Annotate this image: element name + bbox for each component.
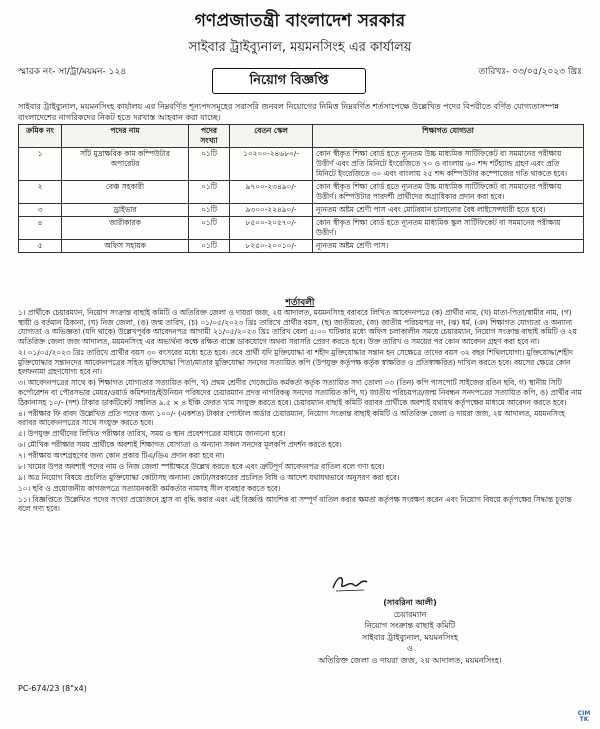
cell-post-name: বেঞ্চ সহকারী — [62, 181, 189, 204]
cell-serial: ২ — [19, 181, 62, 204]
cell-post-name: সাঁট মুদ্রাক্ষরিক কাম কম্পিউটার অপারেটর — [62, 148, 189, 181]
condition-item: ১। প্রার্থীকে চেয়ারম্যান, নিয়োগ সংক্রান্ত বাছাই কমিটি ও অতিরিক্ত জেলা ও দায়রা জজ, ২য় আদালত, ময়মনসিংহ বরাবরে লিখিত আবেদনপত্রে (ক) প্রার্থীর নাম, (খ) মাতা-পিতা/স্বামীর নাম, (গ) স্থায়ী ও বর্তমান ঠিকানা, (ঘ) নিজ জেলা, (ঙ) জন্ম তারিখ, (চ) ০১/০৫/২০২৩ খ্রিঃ তারিখে প্রার্থীর বয়স, (ছ) জাতীয়তা, (জ) জাতীয় পরিচয়পত্র নং, (ঝ) ধর্ম, (ঞ) শিক্ষাগত যোগ্যতা ও অন্যান্য যোগ্যতা ও অভিজ্ঞতা (যদি থাকে) উল্লেখপূর্বক আবেদনপত্র আগামী ২১/০৫/২০২৩ খ্রিঃ তারিখ বেলা ৫:০০ ঘটিকার মধ্যে অফিস চলাকালীন সময়ে চেয়ারম্যান, নিয়োগ সংক্রান্ত বাছাই কমিটি ও ২য় অতিরিক্ত জেলা জজ আদালত, ময়মনসিংহ এর অভ্যর্থনা কক্ষে রক্ষিত বাক্সে ডাকযোগে অথবা সরাসরি প্রেরণ করতে হবে। উক্ত তারিখ ও সময়ের পর কোন আবেদন গ্রহণ করা হবে না। — [18, 308, 577, 347]
condition-item: ৪। পরীক্ষার ফি বাবদ উল্লেখিত প্রতি পদের জন্য ১০০/- (একশত) টাকার পোস্টাল অর্ডার চেয়ারম্যান, নিয়োগ সংক্রান্ত বাছাই কমিটি ও অতিরিক্ত জেলা ও দায়রা জজ, ২য় আদালত, ময়মনসিংহ বরাবর আবেদনপত্রের সাথে সংযুক্ত করতে হবে। — [18, 408, 565, 428]
table-row — [19, 181, 584, 204]
condition-item: ৯। অত্র নিয়োগ বিষয়ে প্রচলিত মুক্তিযোদ্ধা কোটাসহ অন্যান্য কোটা/সরকারের প্রচলিত বিধি ও আদেশ যথাযথভাবে অনুসরণ করা হবে। — [18, 472, 400, 482]
col-post-name: পদের নাম — [62, 125, 189, 148]
table-row — [19, 148, 584, 181]
government-title: গণপ্রজাতন্ত্রী বাংলাদেশ সরকার — [194, 11, 406, 31]
cell-pay-scale: ৮৫০০-২০৫৭০/- — [230, 217, 313, 240]
cell-post-count: ০১টি — [189, 240, 230, 253]
condition-item: ৩। আবেদনপত্রের সাথে ক) শিক্ষাগত যোগ্যতার সত্যায়িত কপি, খ) প্রথম শ্রেণীর গেজেটেড কর্মকর্তা কর্তৃক সত্যায়িত সদ্য তোলা ০৩ (তিন) কপি পাসপোর্ট সাইজের রঙিন ছবি, গ) স্থানীয় সিটি কর্পোরেশন বা পৌরসভার মেয়র/ওয়ার্ড কমিশনার/ইউনিয়ন পরিষদের চেয়ারম্যান প্রদত্ত নাগরিকত্ব সনদের সত্যায়িত কপি, ঘ) জাতীয় পরিচয়পত্র/জন্ম নিবন্ধন সনদপত্রের সত্যায়িত কপি, ঙ) প্রার্থীর নাম ঠিকানাসহ ১০/- (দশ) টাকার ডাকটিকেট সম্বলিত ৯.৫ × ৪ ইঞ্চি ফেরত খাম সংযুক্ত করতে হবে। চেয়ারম্যান বাছাই কমিটি বরাবর প্রার্থীকে অবশ্যই যথাযথ কর্তৃপক্ষের মাধ্যমে আবেদন করতে হবে। — [18, 378, 582, 407]
col-pay-scale: বেতন স্কেল — [230, 125, 313, 148]
condition-item: ৬। মৌখিক পরীক্ষার সময় প্রার্থীকে অবশ্যই শিক্ষাগত যোগ্যতা ও অন্যান্য সকল সনদের মূলকপি প্রদর্শন করতে হবে। — [18, 440, 342, 450]
signatory-block — [300, 597, 520, 666]
conditions-list — [18, 308, 584, 515]
cell-serial: ১ — [19, 148, 62, 181]
cell-pay-scale: ৯৭০০-২৩৪৯০/- — [230, 181, 313, 204]
posts-table — [18, 124, 584, 253]
cell-qualification: ন্যূনতম অষ্টম শ্রেণী পাস এবং মোটরযান চালানোর বৈধ লাইসেন্সধারী হতে হবে। — [313, 204, 584, 217]
intro-paragraph: সাইবার ট্রাইব্যুনাল, ময়মনসিংহ কার্যালয় এর নিম্নবর্ণিত শূন্যপদসমূহের সরাসরি জনবল নিয়োগের নিমিত্ত নিম্নবর্ণিত শর্তসাপেক্ষে উল্লেখিত পদের বিপরীতে বর্ণিত যোগ্যতাসম্পন্ন বাংলাদেশের নাগরিকদের নিকট হতে দরখাস্ত আহবান করা যাচ্ছে। — [18, 102, 559, 122]
condition-item: ১১। বিজ্ঞপ্তিতে উল্লেখিত পদের সংখ্যা প্রয়োজনে হ্রাস বা বৃদ্ধি করার এবং এই বিজ্ঞপ্তি আংশিক বা সম্পূর্ণ বাতিল করার ক্ষমতা কর্তৃপক্ষ সংরক্ষণ করেন এবং নিয়োগ বিষয়ে কর্তৃপক্ষের সিদ্ধান্ত চূড়ান্ত বলে গণ্য হবে। — [18, 494, 572, 514]
table-row — [19, 217, 584, 240]
signatory-tribunal: সাইবার ট্রাইব্যুনাল, ময়মনসিংহ — [361, 632, 459, 642]
condition-item: ৮। খামের উপর অবশ্যই পদের নাম ও নিজ জেলা স্পষ্টাক্ষরে উল্লেখ করতে হবে এবং ত্রুটিপূর্ণ আবেদনপত্র বাতিল বলে গণ্য হবে। — [18, 461, 385, 471]
cell-pay-scale: ৮২৫০-২০০১০/- — [230, 240, 313, 253]
signatory-court: অতিরিক্ত জেলা ও দায়রা জজ, ২য় আদালত, ময়মনসিংহ। — [318, 655, 502, 665]
cell-serial: ৪ — [19, 217, 62, 240]
condition-item: ৭। পরীক্ষায় অংশগ্রহণের জন্য কোন প্রকার টিএ/ডিএ প্রদান করা হবে না। — [18, 450, 225, 460]
signatory-name: (সাবরিনা আলী) — [383, 598, 437, 607]
watermark-logo: CIM TK — [577, 710, 591, 723]
cell-qualification: ন্যূনতম অষ্টম শ্রেণী পাস। — [313, 240, 584, 253]
condition-item: ২। ০১/০৫/২০২৩ খ্রিঃ তারিখে প্রার্থীর বয়স ৩০ বৎসরের মধ্যে হতে হবে। তবে প্রার্থী যদি মুক্তিযোদ্ধা বা শহীদ মুক্তিযোদ্ধার সন্তান হন সেক্ষেত্রে তাদের বয়স ৩২ বছর শিথিলযোগ্য। মুক্তিযোদ্ধা/শহীদ মুক্তিযোদ্ধার সন্তানদের আবেদনপত্রের সহিত মুক্তিযোদ্ধা পিতা/মাতার মুক্তিযোদ্ধা সনদের সত্যায়িত কপি (উপযুক্ত কর্তৃপক্ষ কর্তৃক স্বাক্ষরিত ও প্রতিস্বাক্ষরিত) দাখিল করতে হবে। বয়সের ক্ষেত্রে কোন হলফনামা গ্রহণযোগ্য হবে না। — [18, 348, 573, 377]
condition-item: ৫। উপযুক্ত প্রার্থীদের লিখিত পরীক্ষার তারিখ, সময় ও স্থান প্রবেশপত্রের মাধ্যমে জানানো হবে। — [18, 429, 286, 439]
signatory-role: চেয়ারম্যান — [393, 609, 427, 619]
cell-pay-scale: ৯৩০০-২২৪৯০/- — [230, 204, 313, 217]
cell-post-name: ড্রাইভার — [62, 204, 189, 217]
signatory-committee: নিয়োগ সংক্রান্ত বাছাই কমিটি — [364, 621, 456, 630]
table-row — [19, 204, 584, 217]
col-qualification: শিক্ষাগত যোগ্যতা — [313, 125, 584, 148]
table-row — [19, 240, 584, 253]
cell-qualification: কোন স্বীকৃত শিক্ষা বোর্ড হতে ন্যূনতম উচ্চ মাধ্যমিক সার্টিফিকেট বা সমমানের পরীক্ষায় উত্তীর্ণ এবং প্রতি মিনিটে ইংরেজিতে ৭০ ও বাংলায় ৬০ শব্দ শর্টহ্যান্ড গ্রহণ এবং প্রতি মিনিটে ইংরেজিতে ৩০ এবং বাংলায় ২৫ শব্দ কম্পিউটার কম্পোজের গতি থাকতে হবে। — [313, 148, 584, 181]
memo-number: স্মারক নং- সা/ট্রা/ময়মন- ১২৪ — [18, 67, 127, 77]
cell-qualification: কোন স্বীকৃত শিক্ষা বোর্ড হতে ন্যূনতম মাধ্যমিক স্কুল সার্টিফিকেট বা সমমানের পরীক্ষায় উত্তীর্ণ। — [313, 217, 584, 240]
cell-qualification: কোন স্বীকৃত শিক্ষা বোর্ড হতে ন্যূনতম উচ্চ মাধ্যমিক সার্টিফিকেট বা সমমানের পরীক্ষায় উত্তীর্ণ। কম্পিউটার পারদর্শী প্রার্থীদের অগ্রাধিকার প্রদান করা হবে। — [313, 181, 584, 204]
cell-post-count: ০১টি — [189, 217, 230, 240]
cell-post-count: ০১টি — [189, 181, 230, 204]
col-serial: ক্রমিক নং — [19, 125, 62, 148]
cell-post-name: অফিস সহায়ক — [62, 240, 189, 253]
table-header-row — [19, 125, 584, 148]
notice-date: তারিখঃ- ০৩/০৫/২০২৩ খ্রিঃ — [478, 67, 582, 77]
cell-pay-scale: ১০২০০-২৪৬৮০/- — [230, 148, 313, 181]
cell-post-name: জারীকারক — [62, 217, 189, 240]
signatory-and: ও — [407, 644, 413, 653]
handwritten-signature — [330, 572, 370, 594]
col-post-count: পদের সংখ্যা — [189, 125, 230, 148]
condition-item: ১০। ছবি ও প্রয়োজনীয় কাগজপত্রে সত্যায়নকারী কর্মকর্তার নামসহ সীল ব্যবহার করতে হবে। — [18, 483, 281, 493]
print-code: PC-674/23 (8"x4) — [18, 684, 87, 693]
office-name: সাইবার ট্রাইব্যুনাল, ময়মনসিংহ এর কার্যালয় — [188, 40, 412, 55]
conditions-heading: শর্তাবলী — [285, 298, 315, 308]
cell-serial: ৩ — [19, 204, 62, 217]
cell-post-count: ০১টি — [189, 204, 230, 217]
cell-serial: ৫ — [19, 240, 62, 253]
cell-post-count: ০১টি — [189, 148, 230, 181]
notice-title-badge: নিয়োগ বিজ্ঞপ্তি — [212, 68, 366, 94]
